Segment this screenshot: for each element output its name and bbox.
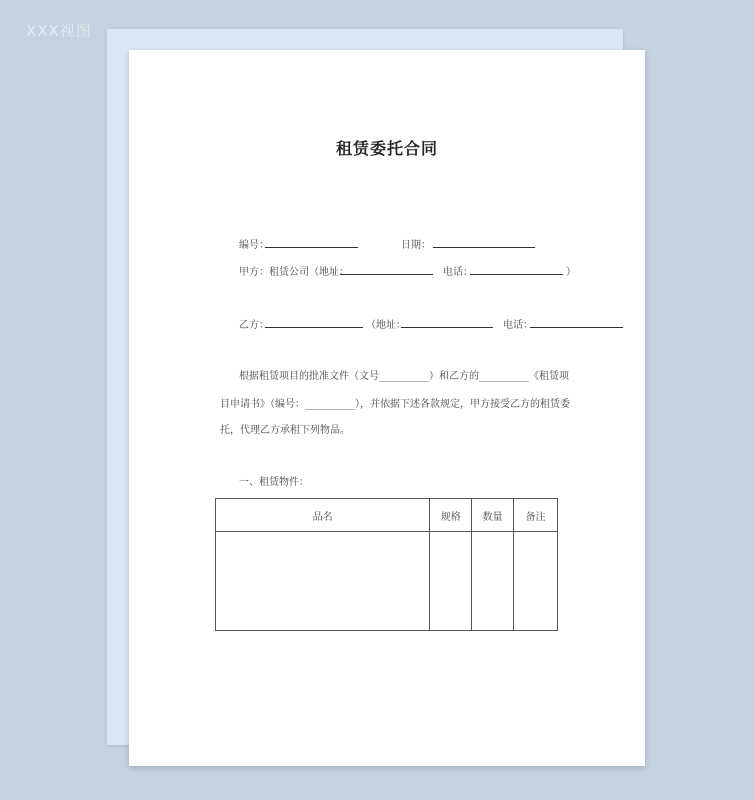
party-a-phone-blank[interactable] xyxy=(470,274,563,275)
party-b-address-blank[interactable] xyxy=(401,327,493,328)
section-heading-items: 一、租赁物件： xyxy=(239,477,309,488)
party-b-blank[interactable] xyxy=(265,327,363,328)
body-line-2: 目申请书》（编号：__________），并依据下述各款规定，甲方接受乙方的租赁委 xyxy=(220,399,570,410)
number-label: 编号： xyxy=(239,240,269,251)
contract-page xyxy=(129,50,645,766)
body-line-3: 托，代理乙方承租下列物品。 xyxy=(220,425,350,436)
watermark: XXX视图 xyxy=(26,22,92,40)
party-b-label: 乙方： xyxy=(239,320,269,331)
table-header-row xyxy=(216,499,558,532)
cell-remarks[interactable] xyxy=(514,532,558,631)
date-label: 日期： xyxy=(401,240,431,251)
party-a-address-blank[interactable] xyxy=(340,274,433,275)
party-b-address-label: （地址： xyxy=(366,320,406,331)
cell-item-name[interactable] xyxy=(216,532,430,631)
party-a-label: 甲方：租赁公司（地址： xyxy=(239,267,349,278)
cell-spec[interactable] xyxy=(430,532,472,631)
header-remarks: 备注 xyxy=(514,499,558,532)
table-row xyxy=(216,532,558,631)
party-b-phone-blank[interactable] xyxy=(530,327,623,328)
header-spec: 规格 xyxy=(430,499,472,532)
party-b-phone-label: 电话： xyxy=(503,320,533,331)
header-item-name: 品名 xyxy=(216,499,430,532)
contract-title: 租赁委托合同 xyxy=(335,139,438,158)
date-blank[interactable] xyxy=(433,247,535,248)
cell-quantity[interactable] xyxy=(472,532,514,631)
close-paren: ） xyxy=(566,267,576,278)
header-quantity: 数量 xyxy=(472,499,514,532)
party-a-phone-label: 电话： xyxy=(443,267,473,278)
body-line-1: 根据租赁项目的批准文件（文号__________）和乙方的__________《租赁项 xyxy=(239,371,569,382)
items-table xyxy=(215,498,558,631)
number-blank[interactable] xyxy=(265,247,358,248)
